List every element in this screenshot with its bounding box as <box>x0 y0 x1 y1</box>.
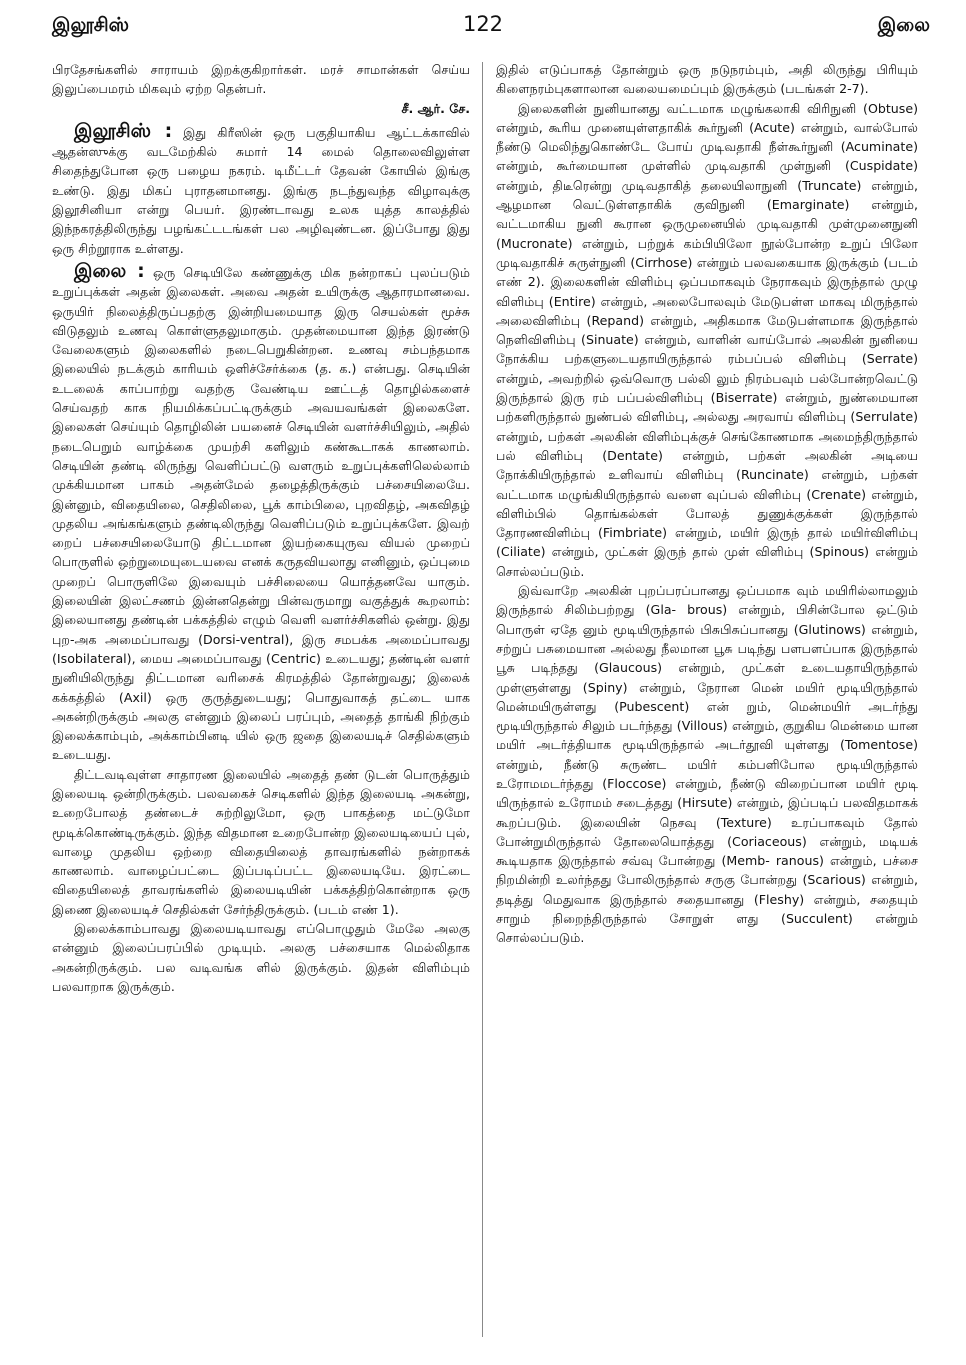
entry-body: ஒரு செடியிலே கண்ணுக்கு மிக நன்றாகப் புலப்படும் உறுப்புக்கள் அதன் இலைகள். அவை அதன் உயிருக்கு ஆதாரமானவை. ஒருயிர் நிலைத்திருப்பதற்கு இன்றியமையாத இரு செயல்கள் மூச்சு விடுதலும் உணவு கொள்ளுதலுமாகும். முதன்மையான இந்த இரண்டு வேலைகளும் இலைகளில் நடைபெறுகின்றன. உணவு சம்பந்தமாக இலையில் நடக்கும் காரியம் ஒளிச்சேர்க்கை (த. க.) என்பது. செடியின் உடலைக் காப்பாற்று வதற்கு வேண்டிய ஊட்டத் தொழில்களைச் செய்வதற் காக நியமிக்கப்பட்டிருக்கும் அவயவங்கள் இலைகளே. இலைகள் செய்யும் தொழிலின் பயனைச் செடியின் வளர்ச்சியிலும், அதில் நடைபெறும் வாழ்க்கை முயற்சி களிலும் கண்கூடாகக் காணலாம். செடியின் தண்டி லிருந்து வெளிப்பட்டு வளரும் உறுப்புக்களிலெல்லாம் முக்கியமான பாகம் அதன்மேல் தழைத்திருக்கும் பச்சையிலையே. இன்னும், விதையிலை, செதிலிலை, பூக் காம்பிலை, புறவிதழ், அகவிதழ் முதலிய அங்கங்களும் தண்டிலிருந்து வெளிப்படும் உறுப்புக்களே. இவற் றைப் பச்சையிலையோடு திட்டமான இயற்கையுருவ வியல் முறைப் பொருளில் ஒற்றுமையுடையவை எனக் கருதவியலாது எனினும், ஒப்புமை முறைப் பொருளிலே இவையும் பச்சிலையை யொத்தனவே யாகும். இலையின் இலட்சணம் இன்னதென்று பின்வருமாறு வகுத்துக் கூறலாம்: இலையானது தண்டின் பக்கத்தில் எழும் வெளி வளர்ச்சிகளில் ஒன்று. இது புற-அக அமைப்பாவது (Dorsi-ventral), இரு சமபக்க அமைப்பாவது (Isobilateral), மைய அமைப்பாவது (Centric) உடையது; தண்டின் வளர் நுனியிலிருந்து திட்டமான வரிசைக் கிரமத்தில் தோன்றுவது; இலைக் கக்கத்தில் (Axil) ஒரு குருத்துடையது; பொதுவாகத் தட்டை யாக அகன்றிருக்கும் அலகு என்னும் இலைப் பரப்பும், அதைத் தாங்கி நிற்கும் இலைக்காம்பும், அக்காம்பினடி யில் ஒரு ஜதை இலையடிச் செதில்களும் உடையது. <box>52 264 470 763</box>
paragraph: இவ்வாறே அலகின் புறப்பரப்பானது ஒப்பமாக வும் மயிரில்லாமலும் இருந்தால் சிலிம்பற்றது (Gla- brous) என்றும், பிசின்போல ஒட்டும் பொருள் ஏதே னும் மூடியிருந்தால் பிசுபிசுப்பானது (Glutinows) என்றும், சற்றுப் பசுமையான அல்லது நீலமான பூசு படிந்து பளபளப்பாக இருந்தால் பூசு படிந்தது (Glaucous) என்றும், முட்கள் உடையதாயிருந்தால் முள்ளுள்ளது (Spiny) என்றும், நேரான மென் மயிர் மூடியிருந்தால் மென்மயிருள்ளது (Pubescent) என் றும், மென்மயிர் அடர்ந்து மூடியிருந்தால் சிலும் படர்ந்தது (Villous) என்றும், குறுகிய மென்மை யான மயிர் அடர்த்தியாக மூடியிருந்தால் அடர்தூவி யுள்ளது (Tomentose) என்றும், நீண்டு சுருண்ட மயிர் கம்பளிபோல மூடியிருந்தால் உரோமமடர்ந்தது (Floccose) என்றும், நீண்டு விறைப்பான மயிர் மூடி யிருந்தால் உரோமம் சடைத்தது (Hirsute) என்றும், இப்படிப் பலவிதமாகக் கூறப்படும். இலையின் நெசவு (Texture) உரப்பாகவும் தோல் போன்றுமிருந்தால் தோலையொத்தது (Coriaceous) என்றும், மடியக் கூடியதாக இருந்தால் சவ்வு போன்றது (Memb- ranous) என்றும், பச்சை நிறமின்றி உலர்ந்தது போலிருந்தால் சருகு போன்றது (Scarious) என்றும், தடித்து மெதுவாக இருந்தால் சதையானது (Fleshy) என்றும், சதையும் சாறும் நிறைந்திருந்தால் சோறுள் ளது (Succulent) என்றும் சொல்லப்படும். <box>496 583 918 946</box>
paragraph: திட்டவடிவுள்ள சாதாரண இலையில் அதைத் தண் டுடன் பொருத்தும் இலையடி ஒன்றிருக்கும். பலவகைச் செடிகளில் இந்த இலையடி அகன்று, உறைபோலத் தண்டைச் சுற்றிலுமோ, ஒரு பாகத்தை மட்டுமோ மூடிக்கொண்டிருக்கும். இந்த விதமான உறைபோன்ற இலையடியைப் புல், வாழை முதலிய ஒற்றை விதையிலைத் தாவரங்களில் நன்றாகக் காணலாம். வாழைப்பட்டை இப்படிப்பட்ட இலையடியே. இரட்டை விதையிலைத் தாவரங்களில் இலையடியின் பக்கத்திற்கொன்றாக ஒரு இணை இலையடிச் செதில்கள் சேர்ந்திருக்கும். (படம் எண் 1). <box>52 766 470 917</box>
page-header <box>0 0 966 44</box>
column-divider <box>482 62 483 1337</box>
paragraph: பிரதேசங்களில் சாராயம் இறக்குகிறார்கள். மரச் சாமான்கள் செய்ய இலுப்பைமரம் மிகவும் ஏற்ற தென்பர். <box>52 62 470 97</box>
paragraph: இலைக்காம்பாவது இலையடியாவது எப்பொழுதும் மேலே அலகு என்னும் இலைப்பரப்பில் முடியும். அலகு பச்சையாக மெல்லிதாக அகன்றிருக்கும். பல வடிவங்க ளில் இருக்கும். இதன் விளிம்பும் பலவாறாக இருக்கும். <box>52 921 470 994</box>
page-number: 122 <box>462 12 504 36</box>
entry-iloosis <box>52 119 470 258</box>
running-head-left: இலூசிஸ் <box>52 14 130 36</box>
left-column <box>52 60 470 1350</box>
entry-body: இது கிரீஸின் ஒரு பகுதியாகிய ஆட்டக்காவில் ஆதன்ஸுக்கு வடமேற்கில் சுமார் 14 மைல் தொலைவிலுள்ள சிதைந்துபோன ஒரு பழைய நகரம். டிமீட்டர் தேவன் கோயில் இங்கு உண்டு. இது மிகப் புராதனமானது. இங்கு நடந்துவந்த விழாவுக்கு இலூசினியா என்று பெயர். இரண்டாவது உலக யுத்த காலத்தில் இந்நகரத்திலிருந்து பழங்கட்டடங்கள் பல அழிவுண்டன. இப்போது இது ஒரு சிற்றூராக உள்ளது. <box>52 124 470 256</box>
entry-heading: இலூசிஸ் : <box>74 119 173 142</box>
paragraph: இதில் எடுப்பாகத் தோன்றும் ஒரு நடுநரம்பும், அதி லிருந்து பிரியும் கிளைநரம்புகளாலான வலையமைப்பும் இருக்கும் (படங்கள் 2-7). <box>496 62 918 97</box>
right-column <box>496 60 918 1350</box>
paragraph: இலைகளின் நுனியானது வட்டமாக மழுங்கலாகி விரிநுனி (Obtuse) என்றும், கூரிய முனையுள்ளதாகிக் கூர்நுனி (Acute) என்றும், வால்போல் நீண்டு மெலிந்துகொண்டே போய் முடிவதாகி நீள்கூர்நுனி (Acuminate) என்றும், கூர்மையான முள்ளில் முடிவதாகி முள்நுனி (Cuspidate) என்றும், திடீரென்று முடிவதாகித் தலையிலாநுனி (Truncate) என்றும், ஆழமான வெட்டுள்ளதாகிக் குவிநுனி (Emarginate) என்றும், வட்டமாகிய நுனி கூரான ஒருமுனையில் முடிவதாகி முள்முனைநுனி (Mucronate) என்றும், பற்றுக் கம்பியிலோ நூல்போன்ற உறுப் பிலோ முடிவதாகிச் சுருள்நுனி (Cirrhose) என்றும் பலவகையாக இருக்கும் (படம் எண் 2). இலைகளின் விளிம்பு ஒப்பமாகவும் நேராகவும் இருந்தால் முழு விளிம்பு (Entire) என்றும், அலைபோலவும் மேடுபள்ள மாகவு மிருந்தால் அலைவிளிம்பு (Repand) என்றும், அதிகமாக மேடுபள்ளமாக இருந்தால் நெளிவிளிம்பு (Sinuate) என்றும், வாளின் வாய்போல் அலகின் நுனியை நோக்கிய பற்களுடையதாயிருந்தால் ரம்பப்பல் விளிம்பு (Serrate) என்றும், அவற்றில் ஒவ்வொரு பல்லி லும் நிரம்பவும் பல்போன்றவெட்டு இருந்தால் இரு ரம் பப்பல்விளிம்பு (Biserrate) என்றும், நுண்மையான பற்களிருந்தால் நுண்பல் விளிம்பு, அல்லது அரவாய் விளிம்பு (Serrulate) என்றும், பற்கள் அலகின் விளிம்புக்குச் செங்கோணமாக அமைந்திருந்தால் பல் விளிம்பு (Dentate) என்றும், பற்கள் அலகின் அடியை நோக்கியிருந்தால் உளிவாய் விளிம்பு (Runcinate) என்றும், பற்கள் வட்டமாக மழுங்கியிருந்தால் வளை வுப்பல் விளிம்பு (Crenate) என்றும், விளிம்பில் தொங்கல்கள் போலத் துணுக்குக்கள் இருந்தால் தோரணவிளிம்பு (Fimbriate) என்றும், மயிர் இருந் தால் மயிர்விளிம்பு (Ciliate) என்றும், முட்கள் இருந் தால் முள் விளிம்பு (Spinous) என்றும் சொல்லப்படும். <box>496 100 918 579</box>
running-head-right: இலை <box>877 14 930 36</box>
author-signature: சீ. ஆர். சே. <box>401 100 470 116</box>
entry-ilai <box>52 259 470 765</box>
entry-heading: இலை : <box>74 259 145 282</box>
